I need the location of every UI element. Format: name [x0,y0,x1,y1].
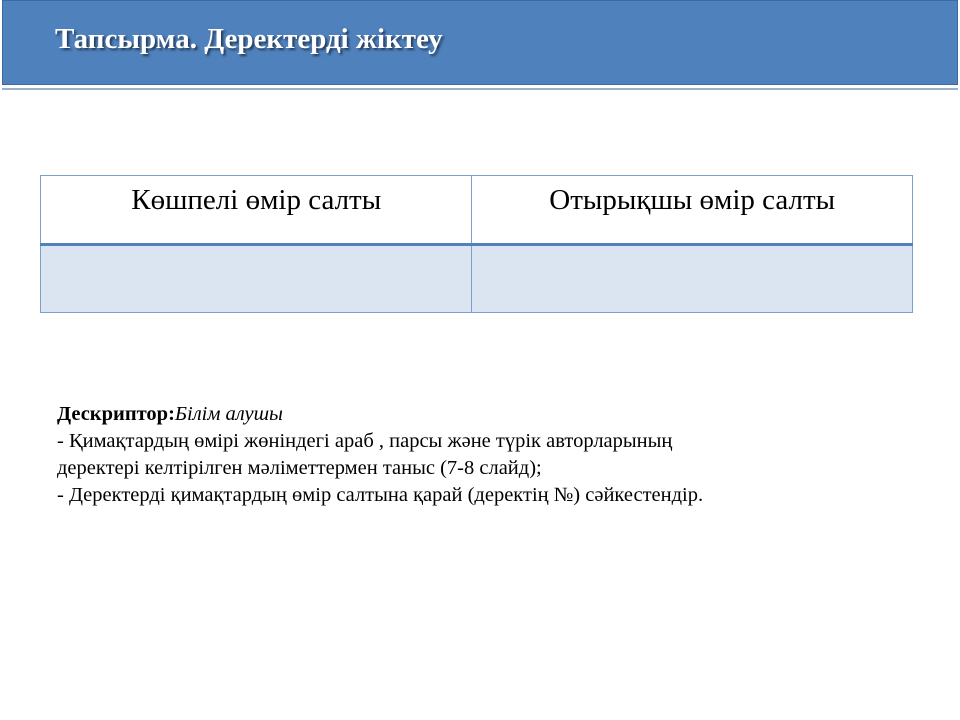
table-header-row [41,176,913,245]
header-nomadic-lifestyle: Көшпелі өмір салты [41,176,472,245]
descriptor-label: Дескриптор: [57,403,175,425]
descriptor-line: - Қимақтардың өмірі жөніндегі араб , парсы және түрік авторларының [57,430,673,452]
descriptor-block [57,401,917,509]
classification-table [40,175,913,313]
table-row [41,245,913,313]
title-divider [2,88,958,90]
slide-title: Тапсырма. Деректерді жіктеу [55,23,443,55]
descriptor-line: - Деректерді қимақтардың өмір салтына қарай (деректің №) сәйкестендір. [57,484,704,506]
descriptor-line: деректері келтірілген мәліметтермен таныс (7-8 слайд); [57,457,542,479]
descriptor-heading-line [57,401,917,428]
cell-sedentary-answer[interactable] [472,245,913,313]
header-sedentary-lifestyle: Отырықшы өмір салты [472,176,913,245]
title-bar [2,0,958,85]
descriptor-subject: Білім алушы [174,403,283,425]
cell-nomadic-answer[interactable] [41,245,472,313]
